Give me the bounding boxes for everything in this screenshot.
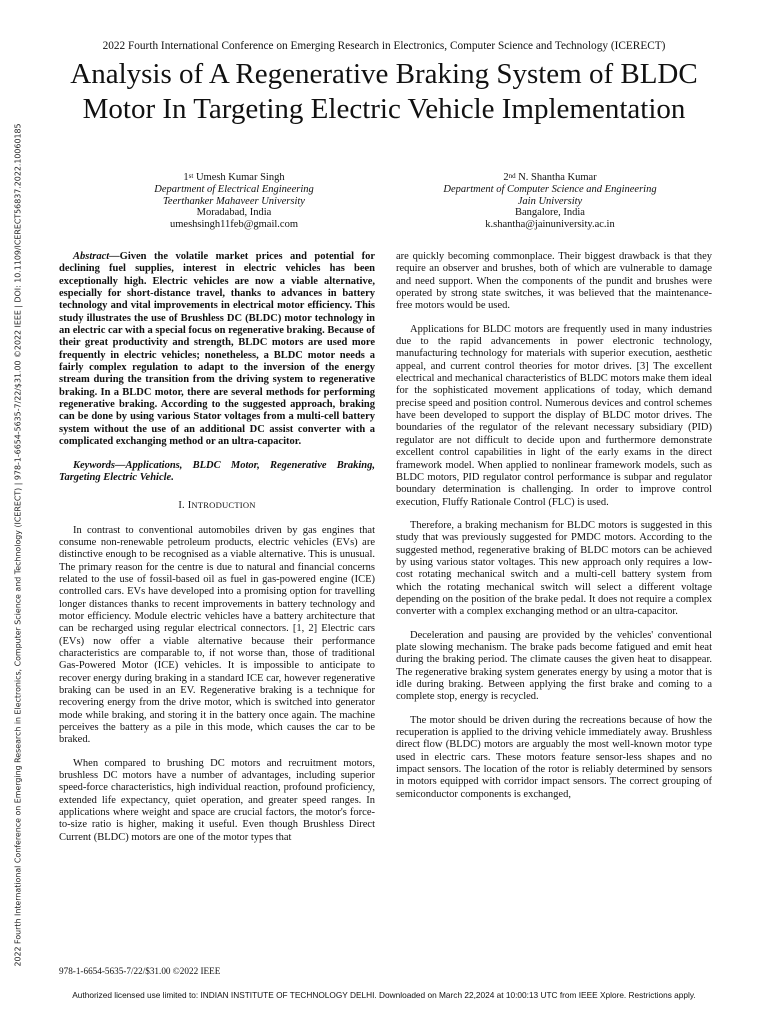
right-column: [396, 251, 712, 812]
author-department-1: Department of Electrical Engineering: [154, 183, 314, 195]
author-university-2: Jain University: [517, 195, 583, 207]
author-block-1: [84, 172, 384, 231]
keywords-label: Keywords: [73, 459, 115, 471]
abstract-text: —Given the volatile market prices and potential for declining fuel supplies, interest in electric vehicles has been exceptionally high. Electric vehicles are now a viable alternative, especially for short-distance travel, thanks to advances in battery technology and vital improvements in electrical motor efficiency. This study illustrates the use of Brushless DC (BLDC) motor technology in an electric car with a special focus on regenerative braking. Because of their great productivity and strength, BLDC motors are used more frequently in electric vehicles; nonetheless, a BLDC motor needs a fairly complex regulation to adapt to the inversion of the energy stream during the transition from the driving system to regenerative braking. In a BLDC motor, there are several methods for performing regenerative braking. According to the suggested approach, braking can be done by using various Stator voltages from a multi-cell battery system without the use of an additional DC assist converter with a complicated exchanging method or an ultra-capacitor.: [59, 251, 375, 448]
left-column: [59, 251, 375, 855]
author-name-text-2: N. Shantha Kumar: [518, 172, 597, 183]
doi-sidebar: [9, 110, 27, 980]
author-num-1: 1: [183, 172, 189, 183]
author-email-1: umeshsingh11feb@gmail.com: [170, 219, 298, 231]
author-department-2: Department of Computer Science and Engineering: [443, 183, 657, 195]
author-block-2: [400, 172, 700, 231]
keywords-text: —Applications, BLDC Motor, Regenerative Braking, Targeting Electric Vehicle.: [59, 459, 375, 483]
license-footer: Authorized licensed use limited to: INDIAN INSTITUTE OF TECHNOLOGY DELHI. Downloaded on March 22,2024 at 10:00:13 UTC from IEEE Xplore. Restrictions apply.: [72, 990, 696, 1000]
author-name-2: [400, 172, 700, 184]
paper-title: Analysis of A Regenerative Braking System of BLDC Motor In Targeting Electric Vehicle Implementation: [70, 58, 698, 125]
section-number: I. I: [178, 500, 192, 512]
author-city-1: Moradabad, India: [196, 207, 272, 219]
right-paragraph-1: Applications for BLDC motors are frequently used in many industries due to the rapid advancements in power electronic technology, manufacturing technology for materials with superior execution, aesthetic appeal, and current control theories for motor drives. [3] The excellent electrical and mechanical characteristics of BLDC motors make them ideal for the sophisticated movement applications of today, which demand precise speed and position control. Numerous devices and control schemes have been developed to support the display of BLDC motor drives. The boundaries of the regulator of the relevant necessary subsidiary (PID) regulator are not difficult to decide upon and furthermore demonstrate excellent control capabilities in light of the early exams in the direct framework model. When applied to nonlinear framework models, such as BLDC motors, PID regulator control performance is subpar and regulator boundary determination is challenging. In order to improve control execution, Fluffy Rationale Control (FLC) is used.: [396, 323, 712, 508]
abstract-label: Abstract: [73, 251, 110, 262]
author-sup-2: nd: [508, 172, 516, 180]
intro-paragraph-2: When compared to brushing DC motors and recruitment motors, brushless DC motors have a number of advantages, including superior speed-force characteristics, high individual reaction, profound proficiency, extended life expectancy, quiet operation, and greater speed ranges. In applications where weight and space are crucial factors, the motor's force-to-size ratio is higher, making it useful. Even though Brushless Direct Current (BLDC) motors are one of the motor types that: [59, 757, 375, 843]
conference-header: 2022 Fourth International Conference on Emerging Research in Electronics, Computer Science and Technology (ICERECT): [102, 40, 666, 52]
right-paragraph-3: Deceleration and pausing are provided by the vehicles' conventional plate slowing mechanism. The brake pads become fatigued and emit heat during the braking period. The climate causes the given heat to disappear. The regenerative braking system generates energy by using a motor that is idle during braking. Between applying the first brake and coming to a complete stop, energy is recycled.: [396, 629, 712, 703]
author-city-2: Bangalore, India: [515, 207, 585, 219]
doi-sidebar-text: 2022 Fourth International Conference on Emerging Research in Electronics, Computer Science and Technology (ICERECT) | 978-1-6654-5635-7/22/$31.00 ©2022 IEEE | DOI: 10.1109/ICERECT56837.2022.10060185: [13, 123, 23, 967]
author-email-2: k.shantha@jainuniversity.ac.in: [485, 219, 615, 231]
author-university-1: Teerthanker Mahaveer University: [163, 195, 305, 207]
author-sup-1: st: [188, 172, 194, 180]
right-paragraph-2: Therefore, a braking mechanism for BLDC motors is suggested in this study that was previously suggested for PMDC motors. According to the suggested method, regenerative braking of BLDC motors can be achieved by using various stator voltages. This new approach only requires a low-cost rotating mechanical switch and a multi-cell battery system from which the rotating mechanical switch will select a different voltage depending on the position of the brake pedal. It does not require a complex converter with a complex exchanging method or an ultra-capacitor.: [396, 519, 712, 618]
author-name-text-1: Umesh Kumar Singh: [195, 172, 285, 183]
issn-footer: 978-1-6654-5635-7/22/$31.00 ©2022 IEEE: [59, 966, 221, 976]
right-paragraph-4: The motor should be driven during the recreations because of how the recuperation is applied to the driving vehicle immediately away. Brushless direct flow (BLDC) motors are arguably the most well-known motor type used in electric cars. These motors feature sensor-less shapes and no impact sensors. The location of the rotor is reliably determined by sensors in motors equipped with corridor impact sensors. The correct grouping of semiconductor components is exchanged,: [396, 714, 712, 800]
abstract: [59, 251, 375, 449]
section-title: NTRODUCTION: [191, 500, 256, 511]
intro-paragraph-1: In contrast to conventional automobiles driven by gas engines that consume non-renewable petroleum products, electric vehicles (EVs) are distinctive enough to be recognised as a viable alternative. This is unusual. The primary reason for the centre is due to natural and financial concerns related to the use of fossil-based oil as fuel in gas-powered engine (ICE) controlled cars. EVs have developed into a promising option for travelling longer distances thanks to recent improvements in battery technology and motor efficiency. Module electric vehicles have a battery architecture that can be recharged using regular electrical connectors. [1, 2] Electric cars (EVs) now offer a viable alternative because their performance characteristics are comparable to, if not worse than, those of traditional Gas-Powered Motor (ICE) vehicles. It is impossible to anticipate to recover energy during braking in a standard ICE car, however regenerative braking can be used in an EV. Regenerative braking is a technique for recovering energy from the drive motor, which is switched into generator mode while braking, and storing it in the battery once again. The machine perceives the battery as a pile in this mode, which causes the car to be braked.: [59, 524, 375, 746]
author-num-2: 2: [503, 172, 509, 183]
continuation-paragraph: are quickly becoming commonplace. Their biggest drawback is that they require an observer and brushes, both of which are vulnerable to damage and need support. When the components of the pundit and brushes were operated by strong state switches, it was believed that the maintenance-free motors would be used.: [396, 251, 712, 312]
keywords: [59, 460, 375, 485]
section-heading-introduction: [59, 499, 375, 512]
author-name-1: [84, 172, 384, 184]
